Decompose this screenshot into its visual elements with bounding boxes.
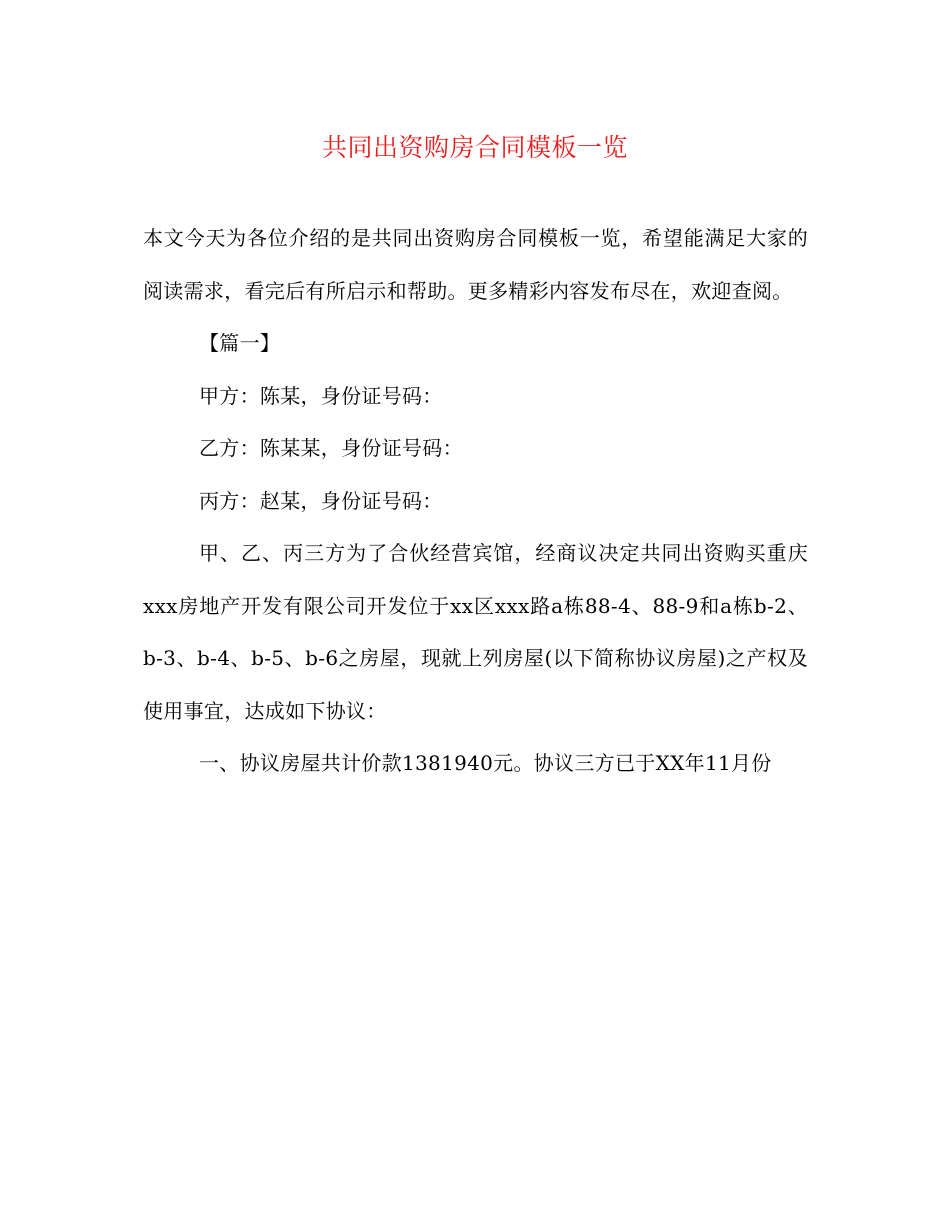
party-a-line: 甲方：陈某，身份证号码：	[199, 383, 443, 408]
section-heading: 【篇一】	[199, 331, 281, 355]
document-body	[143, 212, 808, 790]
party-c-line: 丙方：赵某，身份证号码：	[199, 488, 443, 513]
intro-paragraph: 本文今天为各位介绍的是共同出资购房合同模板一览，希望能满足大家的阅读需求，看完后有所启示和帮助。更多精彩内容发布尽在，欢迎查阅。	[143, 226, 808, 303]
clause-one: 一、协议房屋共计价款1381940元。协议三方已于XX年11月份	[199, 751, 772, 775]
party-b-line: 乙方：陈某某，身份证号码：	[199, 436, 463, 460]
document-title: 共同出资购房合同模板一览	[321, 133, 628, 162]
agreement-preamble: 甲、乙、丙三方为了合伙经营宾馆，经商议决定共同出资购买重庆xxx房地产开发有限公司开发位于xx区xxx路a栋88-4、88-9和a栋b-2、b-3、b-4、b-5、b-6之房屋，现就上列房屋(以下简称协议房屋)之产权及使用事宜，达成如下协议：	[143, 541, 808, 723]
